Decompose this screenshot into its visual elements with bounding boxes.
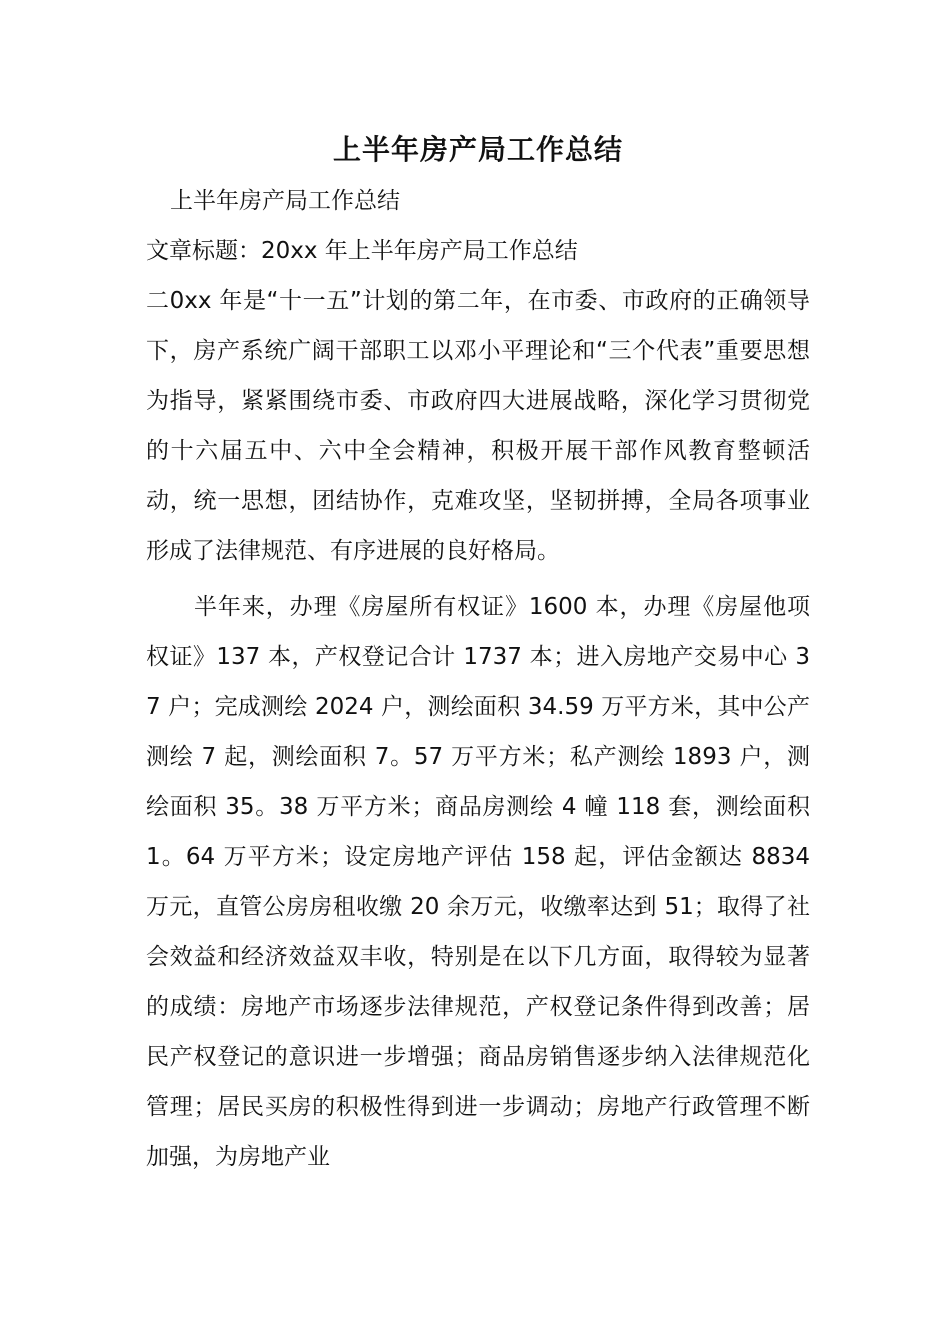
paragraph-intro: 二0xx 年是“十一五”计划的第二年，在市委、市政府的正确领导下，房产系统广阔干部职工以邓小平理论和“三个代表”重要思想为指导，紧紧围绕市委、市政府四大进展战略，深化学习贯彻党的十六届五中、六中全会精神，积极开展干部作风教育整顿活动，统一思想，团结协作，克难攻坚，坚韧拼搏，全局各项事业形成了法律规范、有序进展的良好格局。 [146, 288, 810, 564]
document-page [146, 130, 810, 1182]
document-title: 上半年房产局工作总结 [332, 133, 623, 166]
document-subtitle: 上半年房产局工作总结 [170, 188, 400, 214]
article-title-line: 文章标题：20xx 年上半年房产局工作总结 [146, 238, 578, 264]
paragraph-achievements: 半年来，办理《房屋所有权证》1600 本，办理《房屋他项权证》137 本，产权登记合计 1737 本；进入房地产交易中心 37 户；完成测绘 2024 户，测绘面积 34.59 万平方米，其中公产测绘 7 起，测绘面积 7。57 万平方米；私产测绘 1893 户，测绘面积 35。38 万平方米；商品房测绘 4 幢 118 套，测绘面积 1。64 万平方米；设定房地产评估 158 起，评估金额达 8834 万元，直管公房房租收缴 20 余万元，收缴率达到 51；取得了社会效益和经济效益双丰收，特别是在以下几方面，取得较为显著的成绩：房地产市场逐步法律规范，产权登记条件得到改善；居民产权登记的意识进一步增强；商品房销售逐步纳入法律规范化管理；居民买房的积极性得到进一步调动；房地产行政管理不断加强，为房地产业 [146, 594, 810, 1170]
